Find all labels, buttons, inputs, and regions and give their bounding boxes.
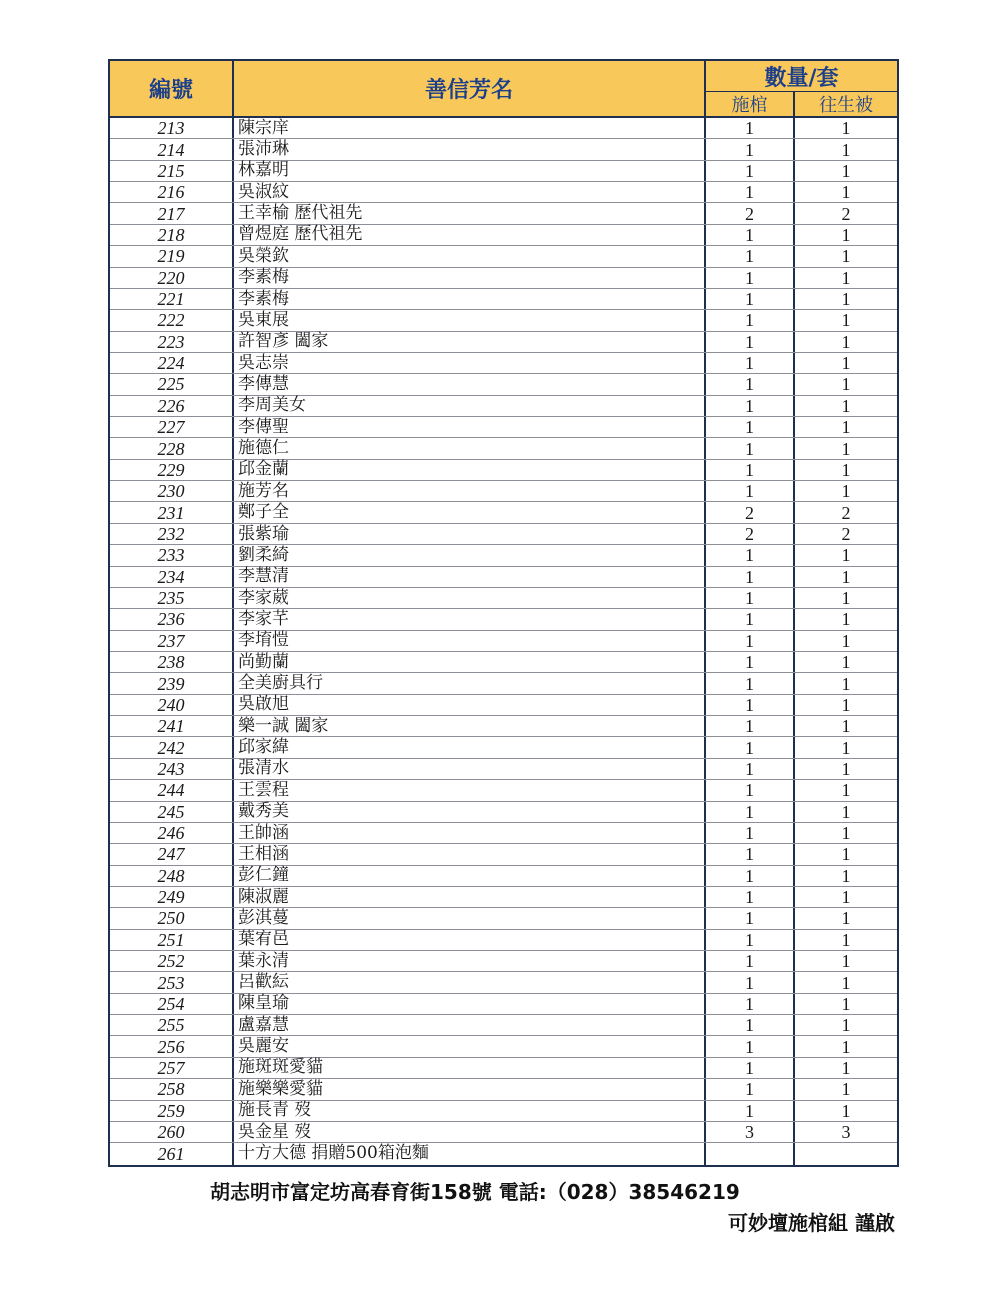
donation-table <box>108 59 899 1167</box>
row-coffin-qty: 1 <box>706 545 795 565</box>
row-donor-name: 鄭子全 <box>234 502 706 522</box>
row-quilt-qty <box>795 1143 897 1164</box>
row-donor-name: 林嘉明 <box>234 161 706 181</box>
row-donor-name: 十方大德 捐贈500箱泡麵 <box>234 1143 706 1164</box>
table-row <box>110 203 897 224</box>
row-donor-name: 張紫瑜 <box>234 524 706 544</box>
row-coffin-qty: 1 <box>706 225 795 245</box>
header-quantity: 數量/套 <box>706 61 897 92</box>
row-coffin-qty: 1 <box>706 802 795 822</box>
row-coffin-qty: 1 <box>706 567 795 587</box>
row-quilt-qty: 1 <box>841 353 851 374</box>
row-quilt-qty: 2 <box>841 502 851 523</box>
table-row <box>110 887 897 908</box>
table-row <box>110 716 897 737</box>
row-number: 215 <box>110 161 234 181</box>
row-number: 223 <box>110 332 234 352</box>
row-number: 260 <box>110 1122 234 1142</box>
row-coffin-qty: 1 <box>706 951 795 971</box>
row-quilt-qty: 1 <box>841 630 851 651</box>
table-row <box>110 1122 897 1143</box>
row-number: 258 <box>110 1079 234 1099</box>
row-coffin-qty: 1 <box>706 396 795 416</box>
header-number: 編號 <box>110 61 234 116</box>
row-number: 226 <box>110 396 234 416</box>
row-quilt-qty: 1 <box>841 331 851 352</box>
row-coffin-qty: 1 <box>706 972 795 992</box>
row-number: 220 <box>110 268 234 288</box>
table-row <box>110 930 897 951</box>
row-number: 254 <box>110 994 234 1014</box>
row-coffin-qty: 1 <box>706 652 795 672</box>
row-coffin-qty: 1 <box>706 994 795 1014</box>
row-donor-name: 許智彥 闔家 <box>234 332 706 352</box>
row-quilt-qty: 1 <box>841 139 851 160</box>
row-coffin-qty: 1 <box>706 823 795 843</box>
row-quilt-qty: 1 <box>841 182 851 203</box>
table-row <box>110 438 897 459</box>
row-quilt-qty: 2 <box>841 203 851 224</box>
row-coffin-qty: 1 <box>706 673 795 693</box>
row-donor-name: 劉柔綺 <box>234 545 706 565</box>
row-quilt-qty: 1 <box>841 887 851 908</box>
row-donor-name: 吳金星 歿 <box>234 1122 706 1142</box>
row-donor-name: 呂歡紜 <box>234 972 706 992</box>
row-coffin-qty: 1 <box>706 588 795 608</box>
row-coffin-qty: 1 <box>706 332 795 352</box>
row-number: 248 <box>110 866 234 886</box>
row-quilt-qty: 1 <box>841 1057 851 1078</box>
row-number: 250 <box>110 908 234 928</box>
table-row <box>110 652 897 673</box>
row-coffin-qty: 1 <box>706 695 795 715</box>
row-coffin-qty: 3 <box>706 1122 795 1142</box>
row-number: 246 <box>110 823 234 843</box>
row-quilt-qty: 1 <box>841 118 851 139</box>
row-donor-name: 施樂樂愛貓 <box>234 1079 706 1099</box>
row-number: 233 <box>110 545 234 565</box>
row-quilt-qty: 1 <box>841 481 851 502</box>
table-row <box>110 844 897 865</box>
table-body <box>110 118 897 1165</box>
table-row <box>110 1079 897 1100</box>
row-donor-name: 戴秀美 <box>234 802 706 822</box>
table-row <box>110 225 897 246</box>
row-number: 245 <box>110 802 234 822</box>
table-row <box>110 695 897 716</box>
row-donor-name: 李家葳 <box>234 588 706 608</box>
row-coffin-qty: 1 <box>706 118 795 138</box>
row-donor-name: 陳淑麗 <box>234 887 706 907</box>
row-number: 252 <box>110 951 234 971</box>
row-donor-name: 李傳聖 <box>234 417 706 437</box>
row-number: 261 <box>110 1143 234 1164</box>
row-number: 224 <box>110 353 234 373</box>
row-quilt-qty: 1 <box>841 395 851 416</box>
table-row <box>110 908 897 929</box>
row-quilt-qty: 1 <box>841 951 851 972</box>
row-number: 217 <box>110 203 234 223</box>
row-number: 214 <box>110 139 234 159</box>
row-coffin-qty: 1 <box>706 759 795 779</box>
row-coffin-qty: 1 <box>706 1101 795 1121</box>
table-row <box>110 567 897 588</box>
row-number: 219 <box>110 246 234 266</box>
row-number: 213 <box>110 118 234 138</box>
row-number: 241 <box>110 716 234 736</box>
row-donor-name: 樂一誠 闔家 <box>234 716 706 736</box>
row-donor-name: 彭淇蔓 <box>234 908 706 928</box>
row-coffin-qty: 2 <box>706 502 795 522</box>
row-donor-name: 李家芊 <box>234 609 706 629</box>
table-row <box>110 268 897 289</box>
row-number: 216 <box>110 182 234 202</box>
row-donor-name: 施斑斑愛貓 <box>234 1058 706 1078</box>
table-row <box>110 951 897 972</box>
row-quilt-qty: 1 <box>841 289 851 310</box>
row-donor-name: 施長青 歿 <box>234 1101 706 1121</box>
row-quilt-qty: 1 <box>841 1079 851 1100</box>
row-coffin-qty: 1 <box>706 182 795 202</box>
row-coffin-qty: 2 <box>706 524 795 544</box>
table-row <box>110 737 897 758</box>
row-coffin-qty: 1 <box>706 716 795 736</box>
row-number: 232 <box>110 524 234 544</box>
row-donor-name: 王雲程 <box>234 780 706 800</box>
row-coffin-qty: 1 <box>706 844 795 864</box>
row-number: 251 <box>110 930 234 950</box>
row-coffin-qty: 1 <box>706 353 795 373</box>
footer-address: 胡志明市富定坊高春育街158號 電話:（028）38546219 <box>210 1180 740 1204</box>
row-number: 253 <box>110 972 234 992</box>
table-row <box>110 631 897 652</box>
table-row <box>110 759 897 780</box>
row-coffin-qty: 1 <box>706 1058 795 1078</box>
row-quilt-qty: 1 <box>841 823 851 844</box>
row-number: 234 <box>110 567 234 587</box>
header-quilt: 往生被 <box>819 95 873 116</box>
row-donor-name: 王幸榆 歷代祖先 <box>234 203 706 223</box>
row-coffin-qty: 1 <box>706 609 795 629</box>
row-coffin-qty: 1 <box>706 310 795 330</box>
row-coffin-qty: 1 <box>706 780 795 800</box>
row-donor-name: 吳啟旭 <box>234 695 706 715</box>
table-row <box>110 502 897 523</box>
row-number: 228 <box>110 438 234 458</box>
row-quilt-qty: 1 <box>841 417 851 438</box>
row-number: 218 <box>110 225 234 245</box>
row-quilt-qty: 1 <box>841 438 851 459</box>
row-quilt-qty: 1 <box>841 908 851 929</box>
row-coffin-qty: 1 <box>706 908 795 928</box>
row-donor-name: 李傳慧 <box>234 374 706 394</box>
row-quilt-qty: 1 <box>841 865 851 886</box>
row-quilt-qty: 1 <box>841 1036 851 1057</box>
row-quilt-qty: 1 <box>841 993 851 1014</box>
row-quilt-qty: 3 <box>841 1122 851 1143</box>
row-coffin-qty: 1 <box>706 1015 795 1035</box>
row-quilt-qty: 1 <box>841 801 851 822</box>
table-header <box>110 61 897 118</box>
table-row <box>110 417 897 438</box>
table-row <box>110 802 897 823</box>
table-row <box>110 545 897 566</box>
table-row <box>110 396 897 417</box>
table-row <box>110 972 897 993</box>
row-quilt-qty: 1 <box>841 609 851 630</box>
row-quilt-qty: 1 <box>841 758 851 779</box>
row-quilt-qty: 1 <box>841 267 851 288</box>
row-donor-name: 盧嘉慧 <box>234 1015 706 1035</box>
row-number: 240 <box>110 695 234 715</box>
row-number: 243 <box>110 759 234 779</box>
row-coffin-qty <box>706 1143 795 1164</box>
row-donor-name: 施德仁 <box>234 438 706 458</box>
table-row <box>110 332 897 353</box>
row-number: 229 <box>110 460 234 480</box>
row-quilt-qty: 1 <box>841 459 851 480</box>
row-number: 237 <box>110 631 234 651</box>
row-quilt-qty: 1 <box>841 929 851 950</box>
row-coffin-qty: 1 <box>706 417 795 437</box>
row-quilt-qty: 1 <box>841 588 851 609</box>
row-quilt-qty: 1 <box>841 844 851 865</box>
table-row <box>110 139 897 160</box>
table-row <box>110 353 897 374</box>
table-row <box>110 673 897 694</box>
row-quilt-qty: 1 <box>841 246 851 267</box>
row-quilt-qty: 1 <box>841 716 851 737</box>
table-row <box>110 780 897 801</box>
row-coffin-qty: 2 <box>706 203 795 223</box>
table-row <box>110 1015 897 1036</box>
table-row <box>110 609 897 630</box>
table-row <box>110 182 897 203</box>
row-number: 236 <box>110 609 234 629</box>
row-donor-name: 李素梅 <box>234 268 706 288</box>
row-quilt-qty: 1 <box>841 1015 851 1036</box>
row-donor-name: 王帥涵 <box>234 823 706 843</box>
table-row <box>110 246 897 267</box>
row-coffin-qty: 1 <box>706 246 795 266</box>
table-row <box>110 994 897 1015</box>
row-donor-name: 彭仁鐘 <box>234 866 706 886</box>
row-donor-name: 吳志崇 <box>234 353 706 373</box>
row-coffin-qty: 1 <box>706 631 795 651</box>
row-quilt-qty: 1 <box>841 780 851 801</box>
row-coffin-qty: 1 <box>706 866 795 886</box>
row-donor-name: 吳東展 <box>234 310 706 330</box>
footer-signature: 可妙壇施棺組 謹啟 <box>728 1211 895 1235</box>
table-row <box>110 1036 897 1057</box>
row-donor-name: 陳宗庠 <box>234 118 706 138</box>
table-row <box>110 161 897 182</box>
row-coffin-qty: 1 <box>706 161 795 181</box>
row-coffin-qty: 1 <box>706 460 795 480</box>
row-quilt-qty: 1 <box>841 1100 851 1121</box>
row-coffin-qty: 1 <box>706 438 795 458</box>
row-number: 259 <box>110 1101 234 1121</box>
table-row <box>110 1143 897 1164</box>
row-quilt-qty: 1 <box>841 673 851 694</box>
row-quilt-qty: 1 <box>841 652 851 673</box>
row-quilt-qty: 1 <box>841 694 851 715</box>
row-donor-name: 尚勤蘭 <box>234 652 706 672</box>
table-row <box>110 1101 897 1122</box>
row-number: 238 <box>110 652 234 672</box>
row-number: 225 <box>110 374 234 394</box>
row-quilt-qty: 1 <box>841 972 851 993</box>
row-donor-name: 曾煜庭 歷代祖先 <box>234 225 706 245</box>
row-coffin-qty: 1 <box>706 930 795 950</box>
table-row <box>110 481 897 502</box>
row-donor-name: 陳皇瑜 <box>234 994 706 1014</box>
row-number: 227 <box>110 417 234 437</box>
row-quilt-qty: 1 <box>841 224 851 245</box>
row-quilt-qty: 2 <box>841 524 851 544</box>
row-number: 255 <box>110 1015 234 1035</box>
row-coffin-qty: 1 <box>706 481 795 501</box>
row-donor-name: 吳麗安 <box>234 1036 706 1056</box>
row-number: 249 <box>110 887 234 907</box>
row-number: 257 <box>110 1058 234 1078</box>
header-coffin: 施棺 <box>706 92 795 116</box>
row-number: 256 <box>110 1036 234 1056</box>
row-donor-name: 李素梅 <box>234 289 706 309</box>
row-number: 222 <box>110 310 234 330</box>
table-row <box>110 374 897 395</box>
row-donor-name: 張清水 <box>234 759 706 779</box>
row-quilt-qty: 1 <box>841 160 851 181</box>
row-number: 221 <box>110 289 234 309</box>
row-donor-name: 施芳名 <box>234 481 706 501</box>
table-row <box>110 118 897 139</box>
row-coffin-qty: 1 <box>706 1079 795 1099</box>
row-donor-name: 邱金蘭 <box>234 460 706 480</box>
table-row <box>110 866 897 887</box>
row-donor-name: 李周美女 <box>234 396 706 416</box>
row-coffin-qty: 1 <box>706 289 795 309</box>
row-donor-name: 李慧清 <box>234 567 706 587</box>
row-coffin-qty: 1 <box>706 268 795 288</box>
row-donor-name: 張沛琳 <box>234 139 706 159</box>
row-donor-name: 王相涵 <box>234 844 706 864</box>
header-donor-name: 善信芳名 <box>234 61 706 116</box>
row-donor-name: 全美廚具行 <box>234 673 706 693</box>
row-coffin-qty: 1 <box>706 737 795 757</box>
row-coffin-qty: 1 <box>706 887 795 907</box>
row-number: 231 <box>110 502 234 522</box>
row-donor-name: 吳淑紋 <box>234 182 706 202</box>
row-number: 230 <box>110 481 234 501</box>
row-coffin-qty: 1 <box>706 1036 795 1056</box>
row-donor-name: 葉宥邑 <box>234 930 706 950</box>
row-donor-name: 葉永清 <box>234 951 706 971</box>
row-quilt-qty: 1 <box>841 737 851 758</box>
row-donor-name: 吳榮欽 <box>234 246 706 266</box>
table-row <box>110 823 897 844</box>
row-quilt-qty: 1 <box>841 310 851 331</box>
table-row <box>110 460 897 481</box>
table-row <box>110 289 897 310</box>
row-quilt-qty: 1 <box>841 374 851 395</box>
row-quilt-qty: 1 <box>841 545 851 566</box>
table-row <box>110 310 897 331</box>
table-row <box>110 588 897 609</box>
row-donor-name: 邱家緯 <box>234 737 706 757</box>
table-row <box>110 1058 897 1079</box>
row-quilt-qty: 1 <box>841 566 851 587</box>
row-number: 247 <box>110 844 234 864</box>
row-number: 244 <box>110 780 234 800</box>
row-donor-name: 李堉愷 <box>234 631 706 651</box>
row-coffin-qty: 1 <box>706 139 795 159</box>
table-row <box>110 524 897 545</box>
row-number: 242 <box>110 737 234 757</box>
row-number: 235 <box>110 588 234 608</box>
row-number: 239 <box>110 673 234 693</box>
row-coffin-qty: 1 <box>706 374 795 394</box>
